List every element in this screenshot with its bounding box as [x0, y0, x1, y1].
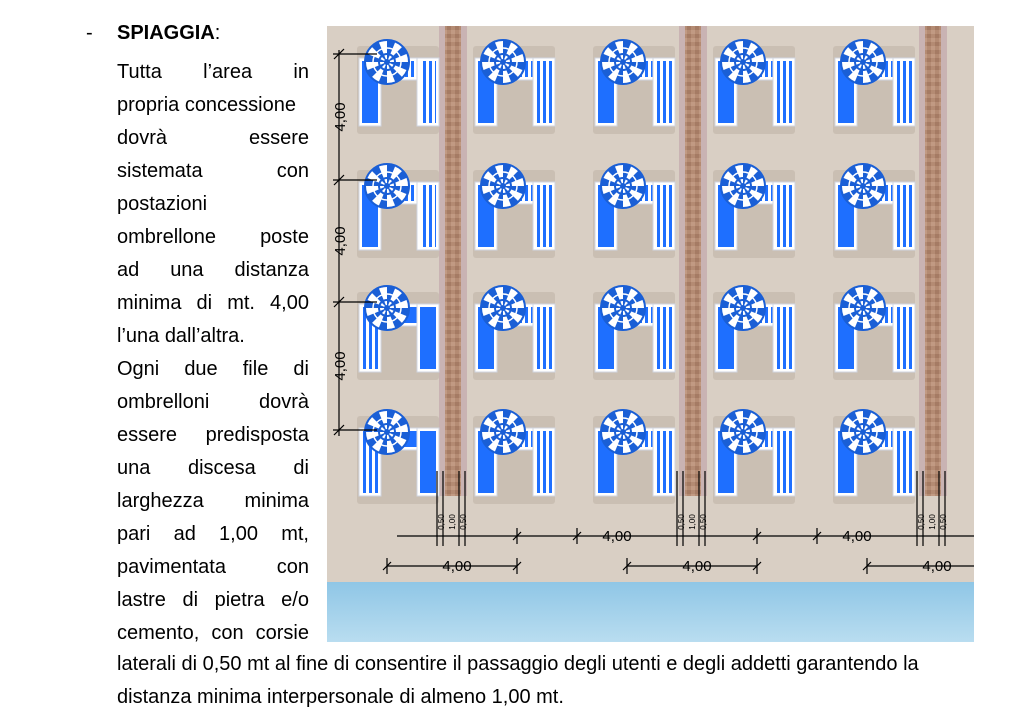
umbrella-pole [500, 305, 506, 311]
small-dimension-label [437, 514, 446, 530]
sea-strip [327, 582, 974, 642]
umbrella-station [473, 40, 555, 134]
sunbed-right-cushion [420, 307, 436, 369]
text-line [117, 485, 309, 518]
text-line [117, 254, 309, 287]
text-line [117, 155, 309, 188]
small-dimension-label [448, 514, 457, 530]
text-line [117, 518, 309, 551]
side-lane [941, 26, 947, 496]
small-dimension-label [917, 514, 926, 530]
word: poste [260, 226, 309, 248]
text-line: distanza minima interpersonale di almeno 1,00 mt. [117, 686, 564, 708]
small-dimension-label [699, 514, 708, 530]
text-line [117, 56, 309, 89]
word: sistemata [117, 160, 203, 182]
umbrella-station [713, 40, 795, 134]
sunbed-right-cushion [776, 307, 792, 369]
word: Ogni [117, 358, 160, 380]
small-dimension-text: 0,50 [459, 514, 468, 530]
word: essere [117, 424, 178, 446]
text-line [117, 353, 309, 386]
small-dimension-label [688, 514, 697, 530]
umbrella-pole [740, 59, 746, 65]
word: cemento, [117, 622, 200, 644]
umbrella-station [473, 286, 555, 380]
text-line [117, 419, 309, 452]
word: di [293, 358, 309, 380]
small-dimension-text: 0,50 [437, 514, 446, 530]
word: Tutta [117, 61, 162, 83]
umbrella-pole [740, 429, 746, 435]
vertical-dimension-text: 4,00 [332, 226, 349, 256]
beach-layout-diagram [327, 26, 974, 642]
umbrella-station [593, 286, 675, 380]
side-lane [439, 26, 445, 496]
text-line: laterali di 0,50 mt al fine di consentire il passaggio degli utenti e degli addetti garantendo la [117, 653, 919, 675]
umbrella-station [833, 164, 915, 258]
word: file [242, 358, 269, 380]
umbrella-pole [500, 59, 506, 65]
umbrella-station [357, 410, 439, 504]
umbrella-station [473, 164, 555, 258]
word: con [211, 622, 244, 644]
small-dimension-label [677, 514, 686, 530]
word: propria concessione [117, 94, 296, 116]
text-line [117, 122, 309, 155]
word: lastre [117, 589, 166, 611]
text-line [117, 452, 309, 485]
word: di [293, 457, 309, 479]
sunbed-right-cushion [656, 431, 672, 493]
small-dimension-label [928, 514, 937, 530]
word: 4,00 [270, 292, 309, 314]
umbrella-station [833, 410, 915, 504]
sunbed-right-cushion [420, 431, 436, 493]
vertical-dimension-label [332, 102, 349, 131]
horizontal-dimension-label: 4,00 [922, 558, 952, 575]
text-line [117, 320, 309, 353]
umbrella-pole [860, 429, 866, 435]
stone-walkway [445, 26, 461, 496]
text-line [117, 386, 309, 419]
word: ombrellone [117, 226, 216, 248]
horizontal-dimension-label: 4,00 [842, 528, 872, 545]
umbrella-pole [860, 305, 866, 311]
sunbed-right-cushion [896, 61, 912, 123]
word: mt. [227, 292, 255, 314]
word: dovrà [258, 391, 309, 413]
word: pari [117, 523, 151, 545]
horizontal-dimension-label: 4,00 [602, 528, 632, 545]
sunbed-right-cushion [656, 185, 672, 247]
word: ad [117, 259, 140, 281]
sunbed-right-cushion [536, 185, 552, 247]
umbrella-station [357, 164, 439, 258]
word: due [184, 358, 218, 380]
umbrella-station [713, 164, 795, 258]
umbrella-station [833, 286, 915, 380]
word: 1,00 [219, 523, 258, 545]
text-line [117, 617, 309, 650]
side-lane [679, 26, 685, 496]
side-lane [701, 26, 707, 496]
word: una [117, 457, 151, 479]
word: pavimentata [117, 556, 226, 578]
word: postazioni [117, 193, 208, 215]
umbrella-pole [860, 59, 866, 65]
word: dovrà [117, 127, 168, 149]
small-dimension-text: 0,50 [917, 514, 926, 530]
umbrella-station [593, 410, 675, 504]
word: una [170, 259, 204, 281]
text-line [117, 551, 309, 584]
small-dimension-label [459, 514, 468, 530]
stone-walkway [685, 26, 701, 496]
word: con [276, 160, 309, 182]
word: con [276, 556, 309, 578]
sunbed-right-cushion [656, 307, 672, 369]
side-lane [461, 26, 467, 496]
small-dimension-text: 0,50 [939, 514, 948, 530]
word: ombrelloni [117, 391, 210, 413]
umbrella-pole [384, 59, 390, 65]
word: discesa [187, 457, 256, 479]
umbrella-pole [620, 429, 626, 435]
umbrella-pole [620, 183, 626, 189]
umbrella-pole [384, 305, 390, 311]
umbrella-station [473, 410, 555, 504]
vertical-dimension-text: 4,00 [332, 102, 349, 132]
umbrella-pole [384, 429, 390, 435]
word: distanza [234, 259, 309, 281]
sunbed-right-cushion [420, 185, 436, 247]
small-dimension-text: 1,00 [928, 514, 937, 530]
umbrella-pole [860, 183, 866, 189]
sunbed-right-cushion [776, 61, 792, 123]
umbrella-station [593, 164, 675, 258]
list-bullet: - [86, 22, 93, 44]
text-line [117, 584, 309, 617]
text-line [117, 221, 309, 254]
sunbed-right-cushion [536, 61, 552, 123]
word: predisposta [205, 424, 309, 446]
sunbed-right-cushion [896, 185, 912, 247]
word: l’una dall’altra. [117, 325, 245, 347]
vertical-dimension-text: 4,00 [332, 351, 349, 381]
paragraph-continuation [117, 648, 919, 714]
stone-walkway [925, 26, 941, 496]
word: di [196, 292, 213, 314]
umbrella-pole [620, 59, 626, 65]
sunbed-right-cushion [536, 431, 552, 493]
section-heading: SPIAGGIA: [117, 22, 221, 44]
horizontal-dimension-label: 4,00 [682, 558, 712, 575]
word: di [182, 589, 199, 611]
text-line [117, 188, 309, 221]
vertical-dimension-label [332, 351, 349, 380]
sunbed-right-cushion [536, 307, 552, 369]
small-dimension-text: 0,50 [699, 514, 708, 530]
wrapped-paragraph [117, 56, 309, 650]
sunbed-right-cushion [656, 61, 672, 123]
small-dimension-label [939, 514, 948, 530]
small-dimension-text: 1,00 [448, 514, 457, 530]
word: minima [117, 292, 182, 314]
text-line [117, 89, 309, 122]
vertical-dimension-label [332, 226, 349, 255]
word: e/o [281, 589, 309, 611]
umbrella-pole [500, 429, 506, 435]
umbrella-pole [384, 183, 390, 189]
sunbed-right-cushion [776, 431, 792, 493]
sunbed-right-cushion [420, 61, 436, 123]
small-dimension-text: 0,50 [677, 514, 686, 530]
umbrella-station [357, 286, 439, 380]
umbrella-station [713, 410, 795, 504]
small-dimension-text: 1,00 [688, 514, 697, 530]
umbrella-station [713, 286, 795, 380]
word: ad [173, 523, 196, 545]
umbrella-pole [740, 305, 746, 311]
text-line [117, 287, 309, 320]
word: essere [248, 127, 309, 149]
sunbed-right-cushion [896, 307, 912, 369]
word: mt, [281, 523, 309, 545]
word: minima [244, 490, 309, 512]
umbrella-station [593, 40, 675, 134]
sunbed-right-cushion [776, 185, 792, 247]
umbrella-station [833, 40, 915, 134]
umbrella-pole [500, 183, 506, 189]
word: corsie [255, 622, 309, 644]
umbrella-pole [740, 183, 746, 189]
horizontal-dimension-label: 4,00 [442, 558, 472, 575]
word: l’area [203, 61, 253, 83]
sunbed-right-cushion [896, 431, 912, 493]
umbrella-pole [620, 305, 626, 311]
side-lane [919, 26, 925, 496]
word: in [293, 61, 309, 83]
word: pietra [214, 589, 265, 611]
word: larghezza [117, 490, 204, 512]
